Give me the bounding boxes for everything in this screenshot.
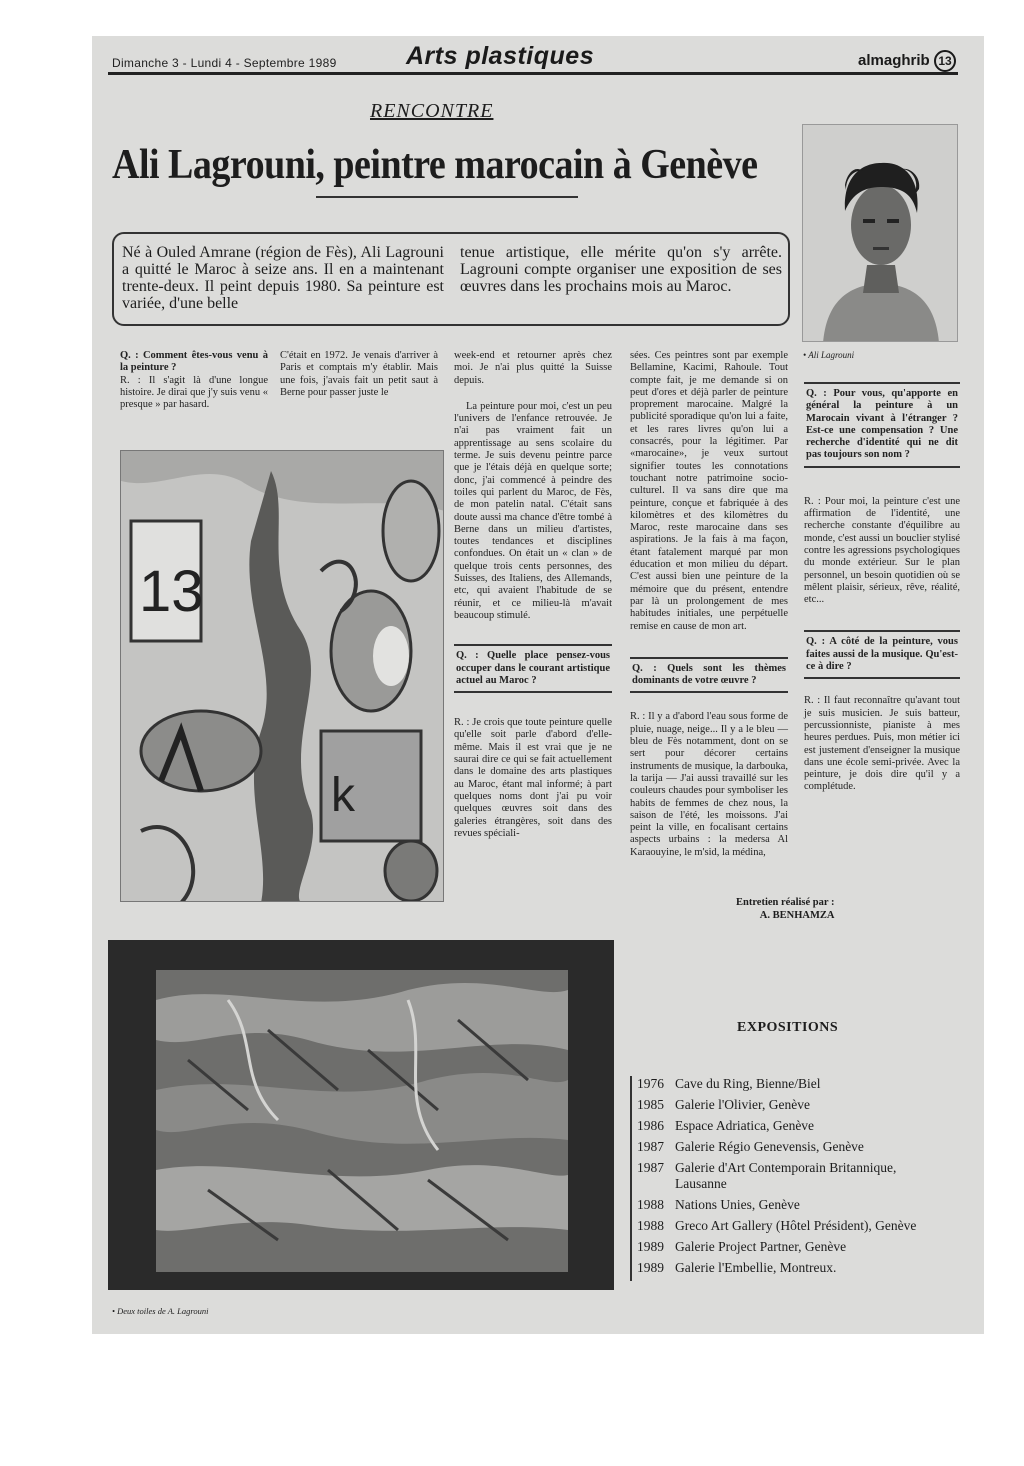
exposition-item <box>637 1097 930 1113</box>
intro-box <box>112 232 790 326</box>
exposition-year: 1989 <box>637 1260 664 1275</box>
svg-text:k: k <box>331 769 355 822</box>
exposition-year: 1987 <box>637 1139 664 1154</box>
credit-label: Entretien réalisé par : <box>736 897 835 908</box>
question-text: Q. : Comment êtes-vous venu à la peinture ? <box>120 350 268 374</box>
intro-text-left: Né à Ouled Amrane (région de Fès), Ali Lagrouni a quitté le Maroc à seize ans. Il en a maintenant trente-deux. Il peint depuis 1980. Sa peinture est variée, d'une belle <box>122 244 444 312</box>
answer-text: R. : Il faut reconnaître qu'avant tout je suis musicien. Je suis batteur, percussionniste, pianiste à mes heures perdues. Puis, mon métier ici est justement d'enseigner la musique dans une école semi-privée. Avec la peinture, je dois dire qu'il y a complétude. <box>804 695 960 793</box>
interview-credit <box>736 896 834 922</box>
intro-text-right: tenue artistique, elle mérite qu'on s'y arrête. Lagrouni compte organiser une exposition de ses œuvres dans les prochains mois au Maroc. <box>460 244 782 295</box>
expositions-list <box>630 1076 930 1281</box>
header-rule <box>108 72 958 75</box>
answer-text: R. : Il y a d'abord l'eau sous forme de pluie, nuage, neige... Il y a le bleu — bleu de Fès notamment, dont on se sert pour décorer certains instruments de musique, la darbouka, la tarija — J'ai aussi travaillé sur les couleurs chaudes pour symboliser les habits de femmes de chez nous, la saison de l'été, les moissons. J'ai peint la ville, en focalisant certains aspects urbains : la medersa Al Karaouyine, le m'sid, la médina, <box>630 711 788 858</box>
exposition-year: 1987 <box>637 1160 664 1175</box>
exposition-item <box>637 1197 930 1213</box>
exposition-year: 1985 <box>637 1097 664 1112</box>
question-box <box>804 630 960 679</box>
exposition-year: 1989 <box>637 1239 664 1254</box>
body-text: sées. Ces peintres sont par exemple Bellamine, Kacimi, Rahoule. Tout compte fait, je me demande si on peut d'ores et déjà parler de peinture proprement marocaine. Malgré la publicité sporadique qu'on lui a faite, et les rares livres qu'on lui a consacrés, pour la légitimer. Par «marocaine», je veux surtout signifier toutes les connotations touchant notre patrimoine socio-culturel. Il va sans dire que ma peinture, conçue et fabriquée à des kilomètres et des kilomètres du Maroc, reste marocaine dans ses aspirations. Je la fais à ma façon, étant fatalement marqué par mon éducation et mon milieu du départ. C'est aussi bien une peinture de la mémoire que du présent, entendre par là un prolongement de mes habitudes initiales, une perpétuelle remise en cause de mon art. <box>630 350 788 632</box>
question-box <box>804 382 960 468</box>
svg-text:13: 13 <box>139 559 204 624</box>
question-box <box>630 657 788 694</box>
portrait-photo <box>802 124 958 342</box>
body-text: C'était en 1972. Je venais d'arriver à Paris et comptais m'y établir. Mais une fois, j'avais fait un petit saut à Berne pour passer juste le <box>280 350 438 398</box>
column-4 <box>630 350 788 859</box>
page-number: 13 <box>934 50 956 72</box>
exposition-place: Nations Unies, Genève <box>675 1197 800 1212</box>
column-3 <box>454 350 612 840</box>
expositions-title: EXPOSITIONS <box>737 1020 839 1035</box>
exposition-year: 1988 <box>637 1197 664 1212</box>
exposition-item <box>637 1239 930 1255</box>
exposition-place: Galerie d'Art Contemporain Britannique, Lausanne <box>675 1160 897 1191</box>
issue-date: Dimanche 3 - Lundi 4 - Septembre 1989 <box>112 56 337 70</box>
framed-painting-illustration <box>108 940 614 1290</box>
exposition-item <box>637 1160 930 1192</box>
question-text: Q. : A côté de la peinture, vous faites aussi de la musique. Qu'est-ce à dire ? <box>806 636 958 673</box>
exposition-place: Galerie l'Embellie, Montreux. <box>675 1260 837 1275</box>
column-5 <box>804 382 960 794</box>
article-rubric: RENCONTRE <box>370 100 494 122</box>
body-text: week-end et retourner après chez moi. Je n'ai plus quitté la Suisse depuis. <box>454 350 612 386</box>
question-box <box>454 644 612 693</box>
exposition-item <box>637 1218 930 1234</box>
title-rule <box>316 196 578 198</box>
exposition-year: 1976 <box>637 1076 664 1091</box>
artwork-caption: • Deux toiles de A. Lagrouni <box>112 1306 209 1316</box>
exposition-place: Galerie Régio Genevensis, Genève <box>675 1139 864 1154</box>
answer-text: R. : Pour moi, la peinture c'est une affirmation de l'identité, une recherche constante d'équilibre au monde, c'est aussi un bouclier stylisé contre les agressions psychologiques du monde extérieur. Sur le plan personnel, un besoin quotidien où se mêlent plaisir, sérieux, rêve, réalité, etc... <box>804 495 960 606</box>
artwork-painting-2 <box>108 940 614 1290</box>
exposition-item <box>637 1076 930 1092</box>
exposition-year: 1988 <box>637 1218 664 1233</box>
exposition-item <box>637 1139 930 1155</box>
answer-text: R. : Il s'agit là d'une longue histoire. Je dirai que j'y suis venu « presque » par hasard. <box>120 374 268 411</box>
question-text: Q. : Quels sont les thèmes dominants de votre œuvre ? <box>632 662 786 687</box>
exposition-place: Galerie l'Olivier, Genève <box>675 1097 810 1112</box>
column-1 <box>120 350 268 411</box>
body-text: La peinture pour moi, c'est un peu l'univers de l'enfance retrouvée. Je n'ai pas vraiment fait un apprentissage au sens scolaire du terme. Je suis devenu peintre parce que je l'étais déjà en quelque sorte; donc, j'ai commencé à peindre des toiles qui parlent du Maroc, de Fès, de mon patelin natal. C'était sans doute aussi ma chance d'être tombé à Berne dans un milieu d'artistes, toutes tendances et disciplines confondues. On était un « clan » de quelque trois cents personnes, des Suisses, des Italiens, des Allemands, etc, qui avaient l'habitude de se réunir, et ce milieu-là m'avait beaucoup stimulé. <box>454 400 612 621</box>
exposition-item <box>637 1260 930 1276</box>
exposition-place: Galerie Project Partner, Genève <box>675 1239 847 1254</box>
exposition-year: 1986 <box>637 1118 664 1133</box>
credit-name: A. BENHAMZA <box>759 910 835 921</box>
section-title: Arts plastiques <box>406 42 595 70</box>
newspaper-name: almaghrib <box>858 52 930 69</box>
artwork-painting-1 <box>120 450 444 902</box>
column-2 <box>280 350 438 399</box>
article-title: Ali Lagrouni, peintre marocain à Genève <box>112 141 758 189</box>
exposition-place: Espace Adriatica, Genève <box>675 1118 815 1133</box>
question-text: Q. : Pour vous, qu'apporte en général la peinture à un Marocain vivant à l'étranger ? Est-ce une compensation ? Une recherche d'identité qui ne dit pas toujours son nom ? <box>806 388 958 461</box>
portrait-illustration <box>803 125 958 342</box>
exposition-item <box>637 1118 930 1134</box>
photo-caption: • Ali Lagrouni <box>803 350 855 360</box>
exposition-place: Greco Art Gallery (Hôtel Président), Genève <box>675 1218 917 1233</box>
abstract-painting-illustration <box>121 451 444 902</box>
exposition-place: Cave du Ring, Bienne/Biel <box>675 1076 821 1091</box>
answer-text: R. : Je crois que toute peinture quelle qu'elle soit parle d'abord d'elle-même. Mais il est vrai que je ne saurai dire ce qui se fait actuellement dans le domaine des arts plastiques au Maroc, étant mal informé; à part quelques noms dont j'ai pu voir quelques œuvres soit dans des galeries étrangères, soit dans des revues spéciali- <box>454 717 612 839</box>
question-text: Q. : Quelle place pensez-vous occuper dans le courant artistique actuel au Maroc ? <box>456 650 610 686</box>
